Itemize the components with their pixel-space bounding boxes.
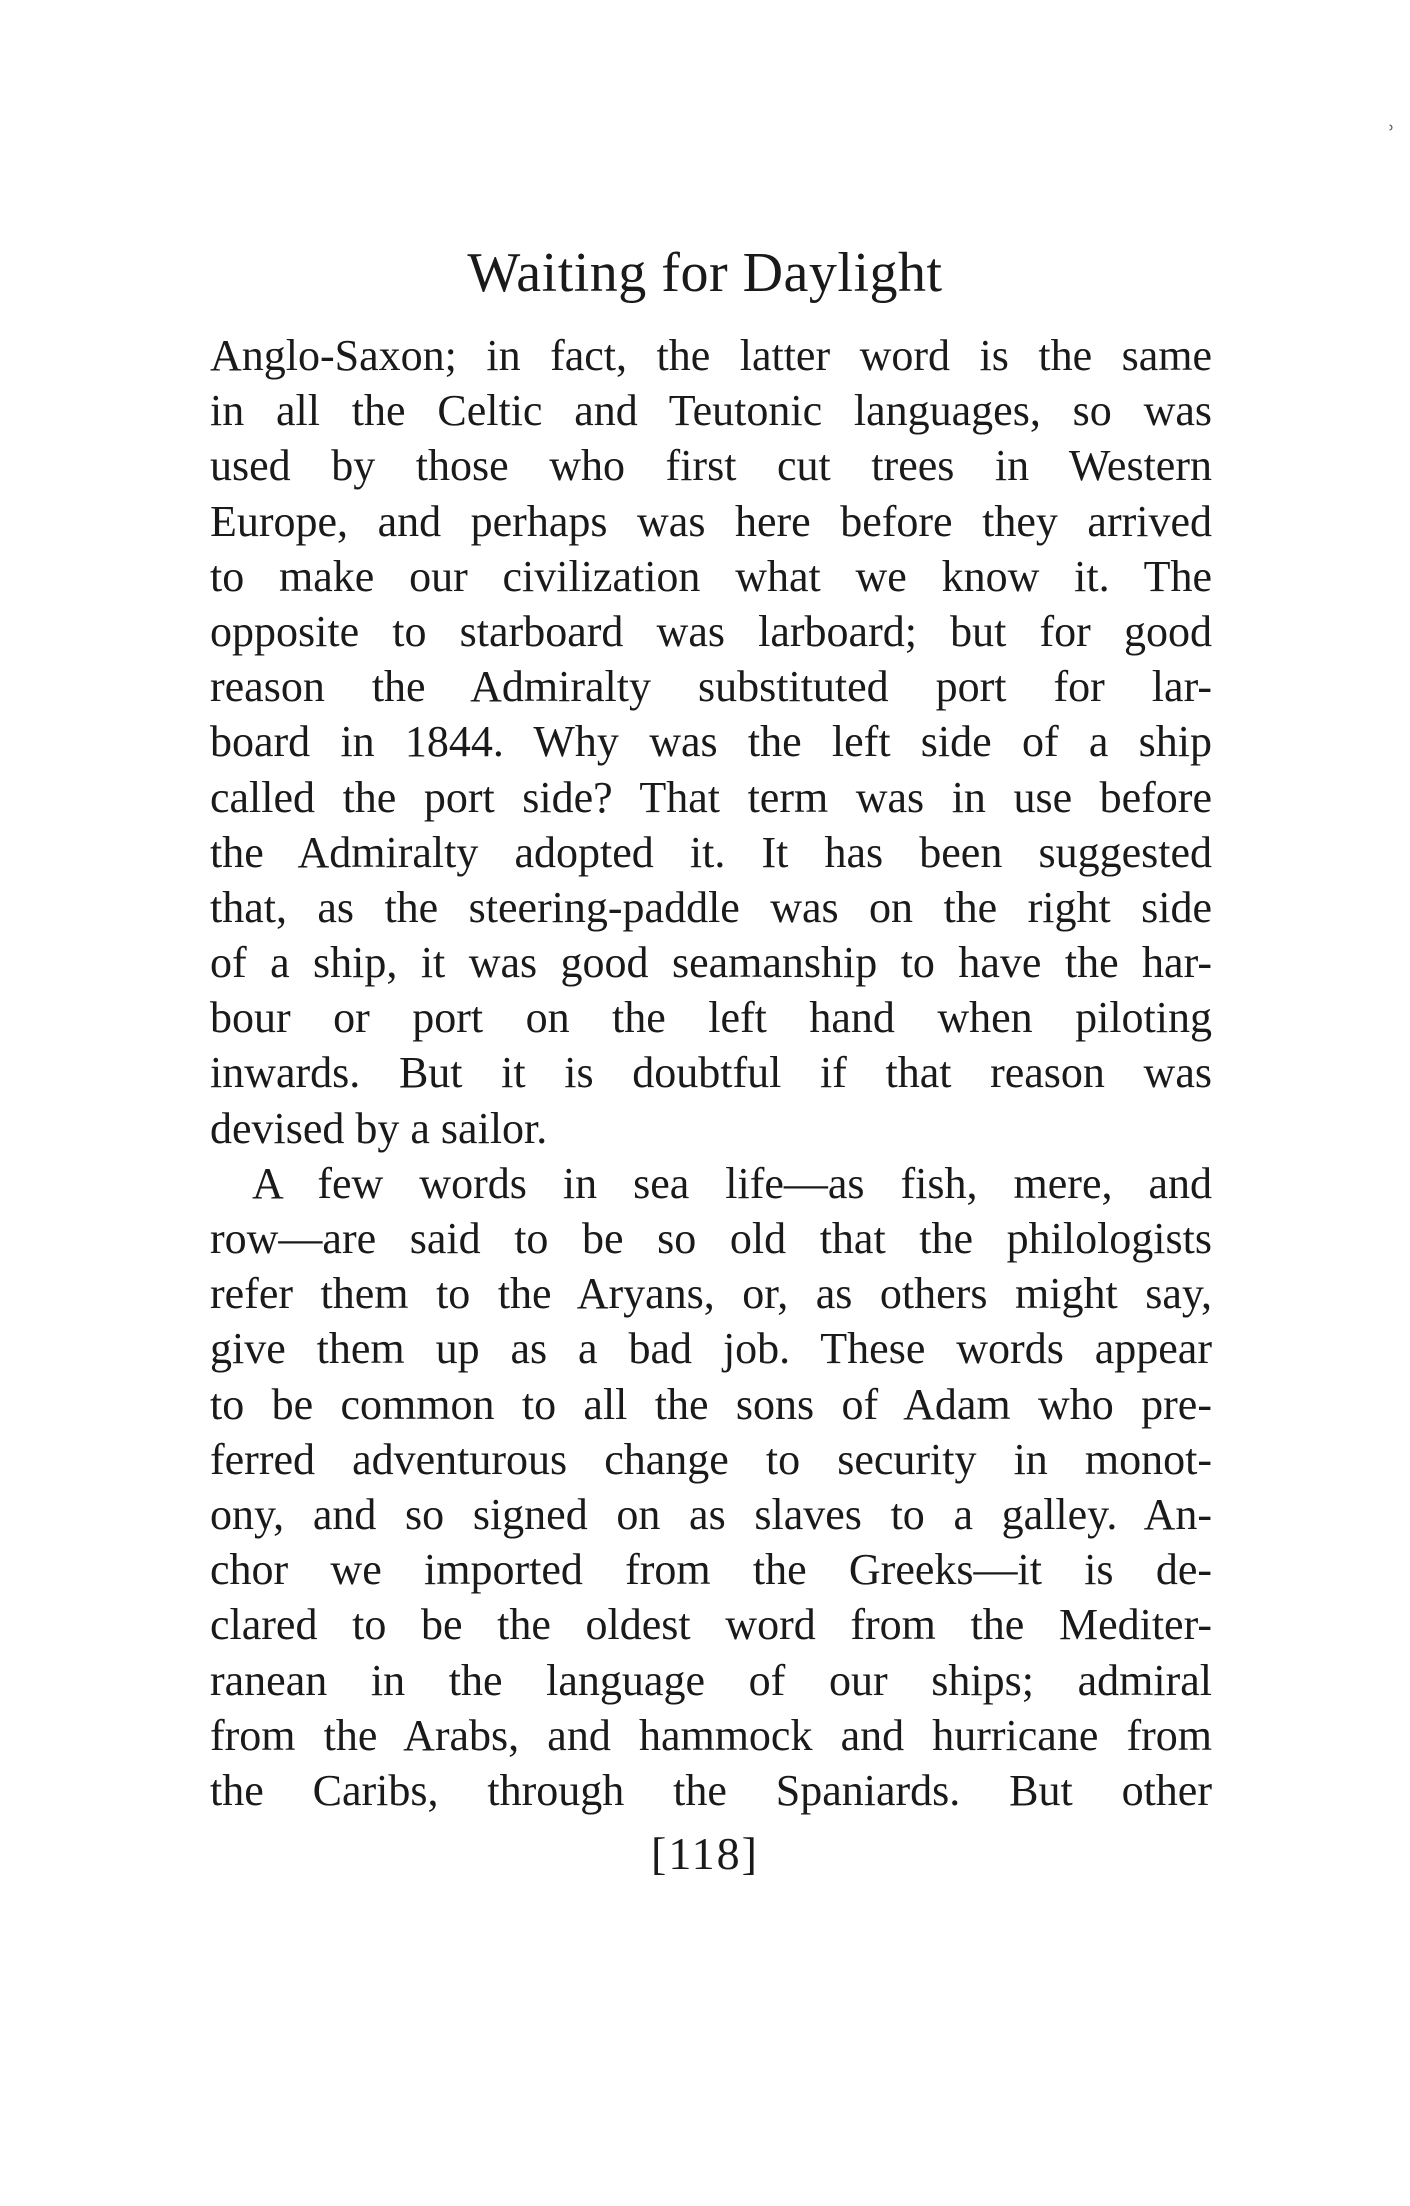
text-line: opposite to starboard was larboard; but for good [210,606,1212,656]
text-line: Anglo-Saxon; in fact, the latter word is the same [210,331,1212,380]
text-line: that, as the steering-paddle was on the right side [210,882,1212,932]
text-line: clared to be the oldest word from the Mediter- [210,1600,1212,1650]
text-line: chor we imported from the Greeks—it is de- [210,1545,1212,1595]
text-line: ferred adventurous change to security in monot- [210,1434,1212,1484]
text-line: bour or port on the left hand when piloting [210,993,1212,1043]
margin-mark: ʾ [1386,120,1396,153]
text-line: in all the Celtic and Teutonic languages, so was [210,386,1212,436]
text-line: Europe, and perhaps was here before they arrived [210,496,1212,546]
text-line: ranean in the language of our ships; admiral [210,1655,1212,1705]
text-line: inwards. But it is doubtful if that reason was [210,1048,1212,1098]
text-line: board in 1844. Why was the left side of a ship [210,717,1212,767]
text-line: called the port side? That term was in use before [210,772,1212,822]
body-text [210,328,1212,1818]
text-line: ony, and so signed on as slaves to a galley. An- [210,1489,1212,1539]
running-head: Waiting for Daylight [467,242,943,304]
text-line: row—are said to be so old that the philologists [210,1214,1212,1263]
page-number: [118] [651,1828,759,1879]
text-line: devised by a sailor. [210,1103,548,1153]
text-line: to make our civilization what we know it. The [210,551,1212,601]
text-line: from the Arabs, and hammock and hurricane from [210,1710,1212,1760]
text-line: refer them to the Aryans, or, as others might say, [210,1269,1212,1319]
text-line: to be common to all the sons of Adam who pre- [210,1379,1212,1429]
text-line: reason the Admiralty substituted port for lar- [210,662,1212,712]
text-line: give them up as a bad job. These words appear [210,1324,1212,1374]
text-line: of a ship, it was good seamanship to have the har- [210,938,1212,988]
text-line: the Admiralty adopted it. It has been suggested [210,827,1212,877]
text-line: the Caribs, through the Spaniards. But other [210,1765,1212,1815]
text-line: used by those who first cut trees in Western [210,441,1212,491]
text-line: A few words in sea life—as fish, mere, and [252,1158,1212,1208]
